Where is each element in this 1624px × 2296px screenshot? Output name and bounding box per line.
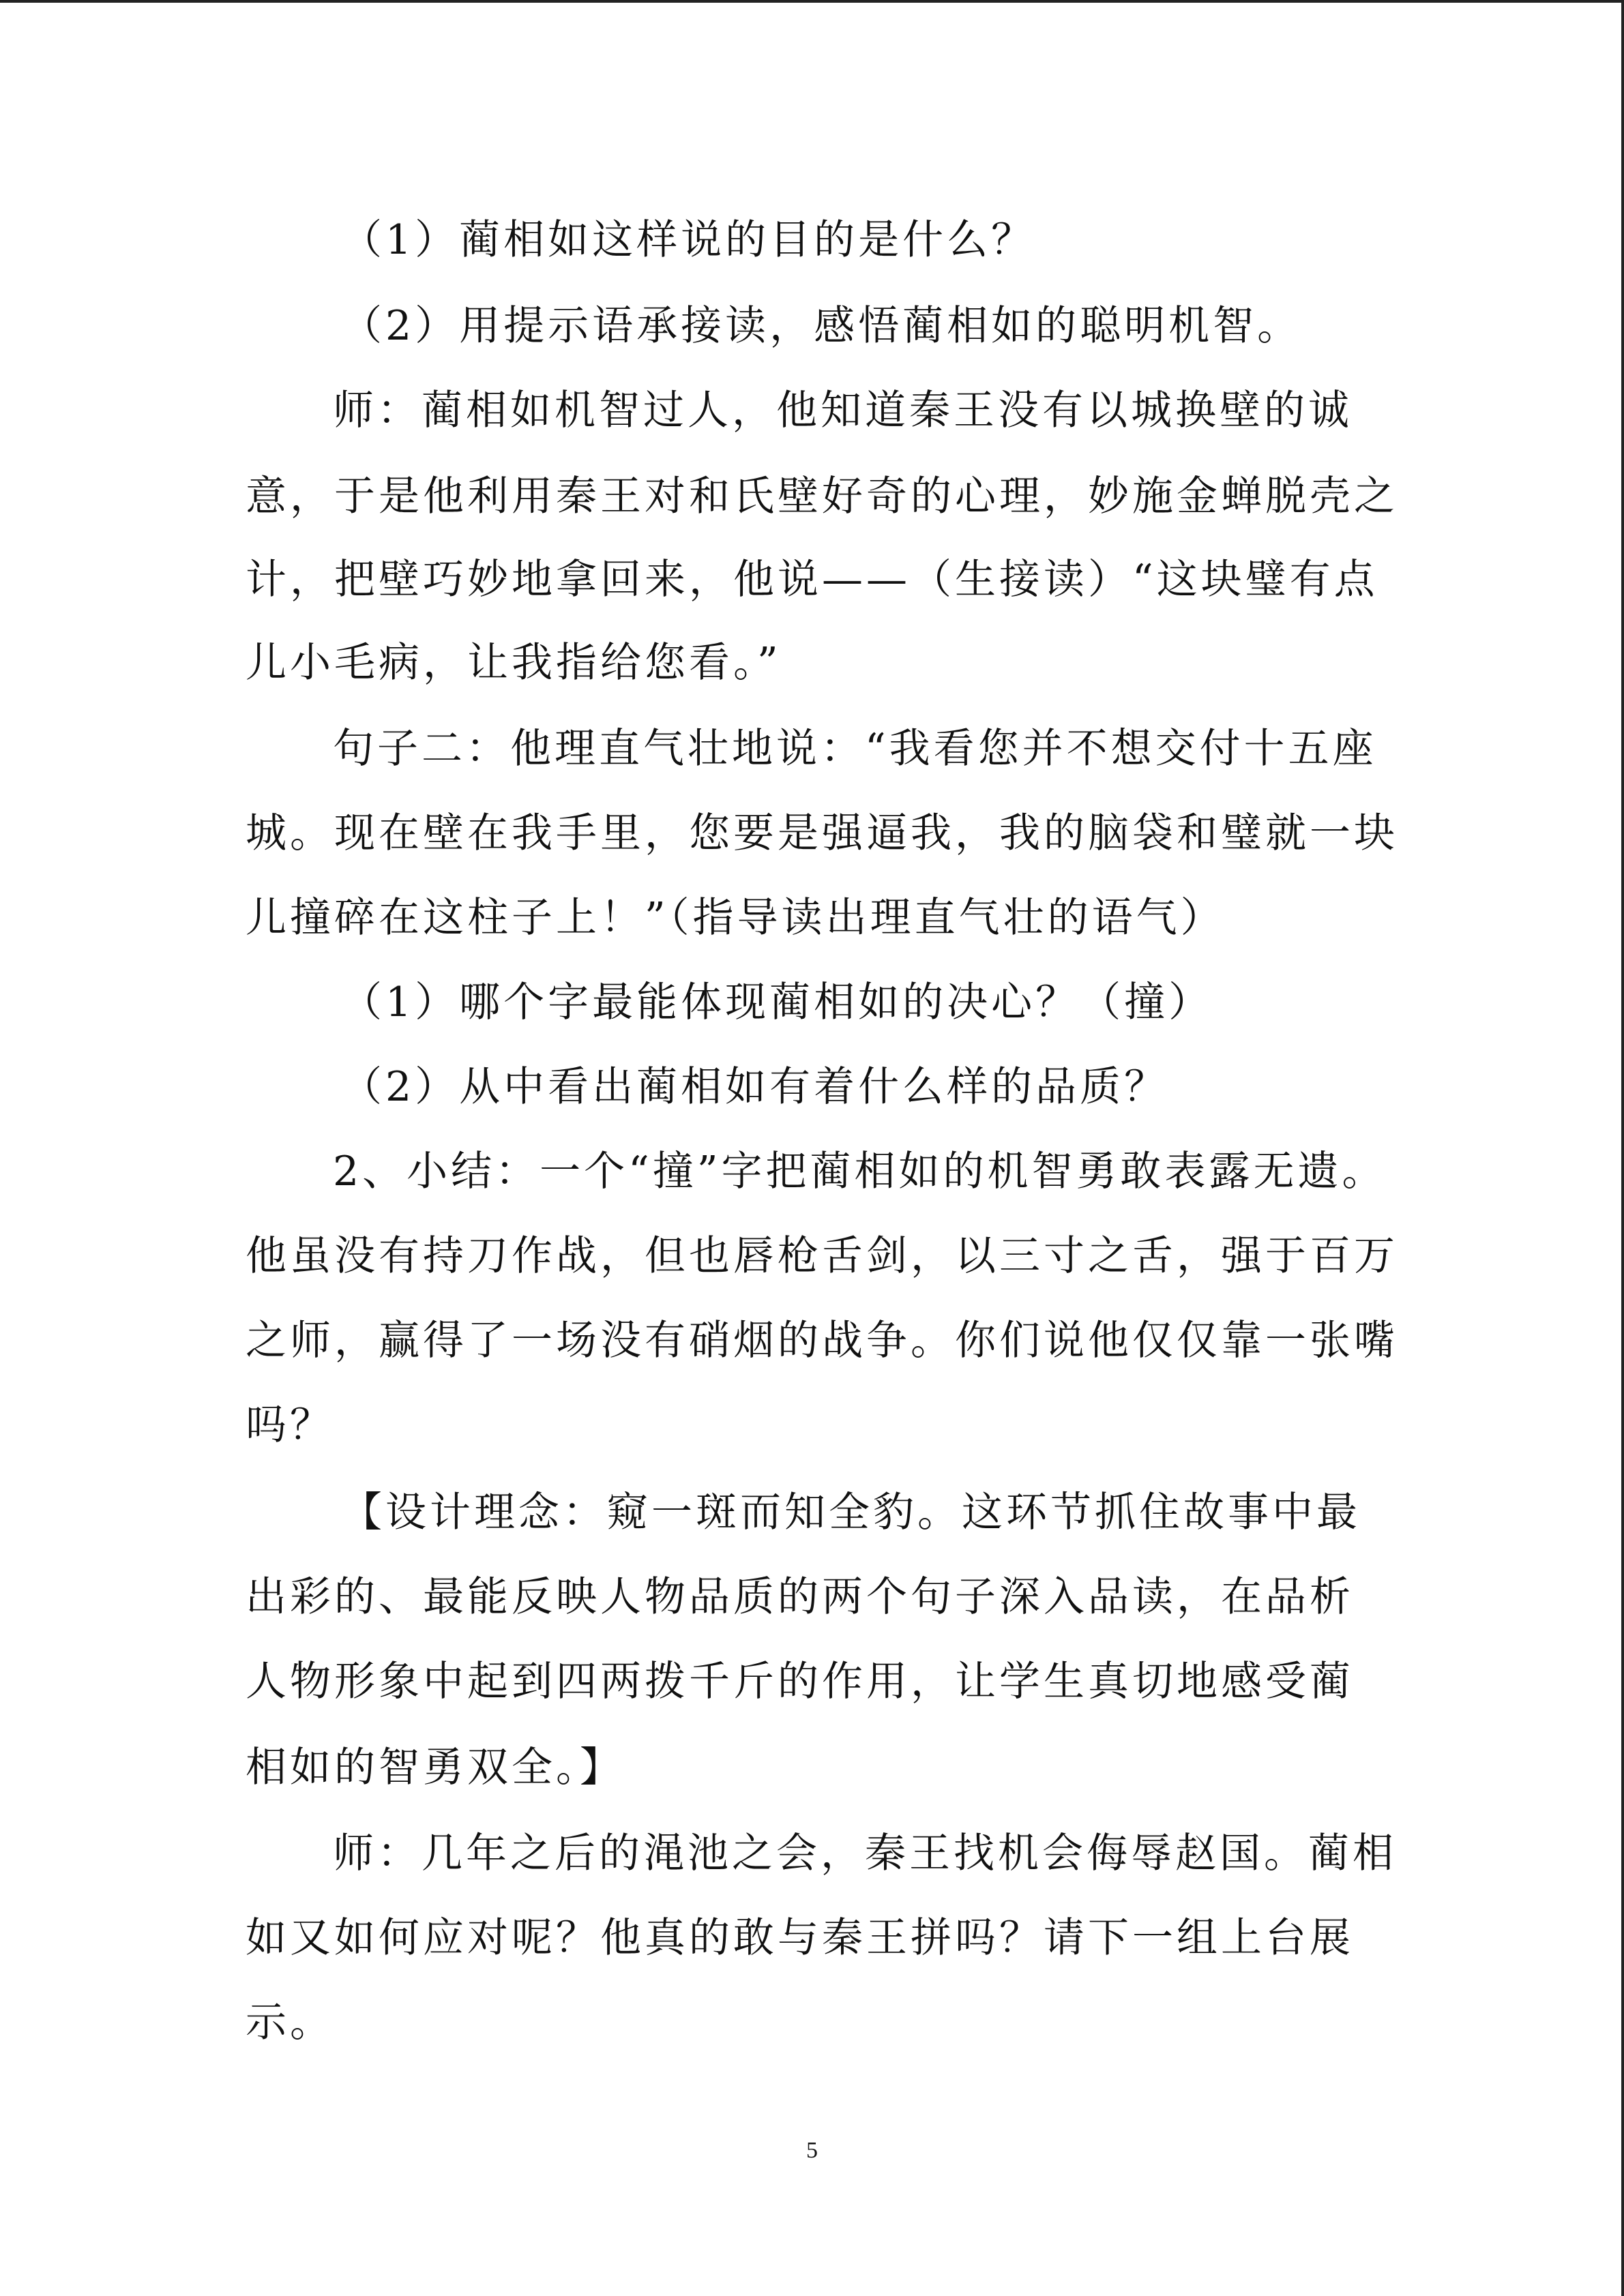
page-number: 5 bbox=[806, 2138, 818, 2163]
paragraph-4-line-1: 句子二：他理直气壮地说：“我看您并不想交付十五座 bbox=[333, 725, 1377, 773]
paragraph-9-line-1: 师：几年之后的渑池之会，秦王找机会侮辱赵国。蔺相 bbox=[333, 1830, 1397, 1877]
paragraph-5-line-1: （1）哪个字最能体现蔺相如的决心？（撞） bbox=[341, 979, 1213, 1026]
paragraph-8-line-4: 相如的智勇双全。】 bbox=[246, 1744, 624, 1791]
paragraph-9-line-2: 如又如何应对呢？他真的敢与秦王拼吗？请下一组上台展 bbox=[246, 1914, 1354, 1962]
paragraph-3-line-4: 儿小毛病，让我指给您看。” bbox=[246, 639, 782, 687]
paragraph-1-line-1: （1）蔺相如这样说的目的是什么？ bbox=[341, 216, 1036, 264]
paragraph-8-line-1: 【设计理念：窥一斑而知全豹。这环节抓住故事中最 bbox=[341, 1489, 1361, 1536]
paragraph-4-line-2: 城。现在壁在我手里，您要是强逼我，我的脑袋和璧就一块 bbox=[246, 809, 1398, 857]
paragraph-7-line-2: 他虽没有持刀作战，但也唇枪舌剑，以三寸之舌，强于百万 bbox=[246, 1232, 1398, 1280]
paragraph-6-line-1: （2）从中看出蔺相如有着什么样的品质？ bbox=[341, 1063, 1169, 1111]
paragraph-8-line-2: 出彩的、最能反映人物品质的两个句子深入品读，在品析 bbox=[246, 1573, 1354, 1621]
page-top-border bbox=[0, 0, 1624, 3]
paragraph-7-line-4: 吗？ bbox=[246, 1401, 334, 1449]
paragraph-7-line-1: 2、小结：一个“撞”字把蔺相如的机智勇敢表露无遗。 bbox=[333, 1148, 1387, 1195]
paragraph-3-line-3: 计，把壁巧妙地拿回来，他说——（生接读）“这块璧有点 bbox=[246, 556, 1378, 603]
page-right-border bbox=[1621, 0, 1624, 2296]
paragraph-4-line-3: 儿撞碎在这柱子上！”（指导读出理直气壮的语气） bbox=[246, 894, 1225, 942]
paragraph-9-line-3: 示。 bbox=[246, 1999, 334, 2046]
paragraph-7-line-3: 之师，赢得了一场没有硝烟的战争。你们说他仅仅靠一张嘴 bbox=[246, 1317, 1398, 1365]
paragraph-2-line-1: （2）用提示语承接读，感悟蔺相如的聪明机智。 bbox=[341, 302, 1302, 350]
paragraph-3-line-2: 意，于是他利用秦王对和氏壁好奇的心理，妙施金蝉脱壳之 bbox=[246, 473, 1398, 520]
paragraph-3-line-1: 师：蔺相如机智过人，他知道秦王没有以城换壁的诚 bbox=[333, 387, 1353, 434]
paragraph-8-line-3: 人物形象中起到四两拨千斤的作用，让学生真切地感受蔺 bbox=[246, 1658, 1354, 1705]
